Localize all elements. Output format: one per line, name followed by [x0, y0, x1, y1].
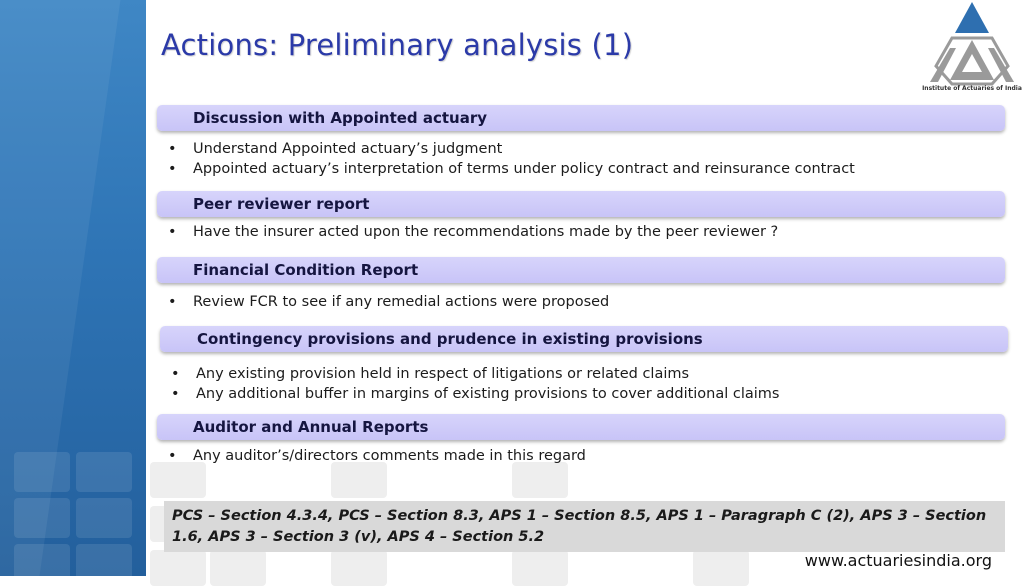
band-tile — [76, 452, 132, 492]
band-tile — [76, 498, 132, 538]
bullet-item — [168, 446, 586, 466]
footer-website-link[interactable]: www.actuariesindia.org — [804, 551, 992, 570]
section-heading-peer-reviewer: Peer reviewer report — [157, 191, 1005, 217]
bullet-item — [171, 364, 780, 384]
bullet-dot: • — [168, 294, 177, 310]
bullet-text: Any existing provision held in respect of litigations or related claims — [196, 366, 690, 382]
left-decorative-band — [0, 0, 146, 576]
background-tile — [331, 550, 387, 586]
background-tile — [331, 462, 387, 498]
section-heading-financial-condition: Financial Condition Report — [157, 257, 1005, 283]
bullet-item — [168, 292, 609, 312]
bullet-item — [168, 159, 855, 179]
bullet-dot: • — [171, 366, 180, 382]
bullet-dot: • — [171, 386, 180, 402]
background-tile — [150, 462, 206, 498]
bullet-item — [171, 384, 780, 404]
bullet-list-contingency-provisions — [171, 364, 780, 404]
bullet-list-appointed-actuary — [168, 139, 855, 179]
references-box: PCS – Section 4.3.4, PCS – Section 8.3, APS 1 – Section 8.5, APS 1 – Paragraph C (2), APS 3 – Section 1.6, APS 3 – Section 3 (v), APS 4 – Section 5.2 — [164, 501, 1005, 552]
background-tile — [150, 550, 206, 586]
bullet-list-auditor-reports — [168, 446, 586, 466]
bullet-list-peer-reviewer — [168, 222, 778, 242]
bullet-text: Any additional buffer in margins of existing provisions to cover additional claims — [196, 386, 780, 402]
section-heading-contingency-provisions: Contingency provisions and prudence in existing provisions — [160, 326, 1008, 352]
band-tile — [14, 498, 70, 538]
institute-logo-icon — [922, 0, 1022, 96]
logo-caption: Institute of Actuaries of India — [922, 85, 1022, 92]
section-heading-auditor-reports: Auditor and Annual Reports — [157, 414, 1005, 440]
band-tile — [14, 452, 70, 492]
background-tile — [210, 550, 266, 586]
bullet-dot: • — [168, 141, 177, 157]
bullet-item — [168, 139, 855, 159]
bullet-text: Review FCR to see if any remedial actions were proposed — [193, 294, 610, 310]
bullet-text: Any auditor’s/directors comments made in this regard — [193, 448, 586, 464]
bullet-text: Understand Appointed actuary’s judgment — [193, 141, 503, 157]
bullet-item — [168, 222, 778, 242]
bullet-text: Have the insurer acted upon the recommendations made by the peer reviewer ? — [193, 224, 779, 240]
band-tile — [14, 544, 70, 576]
section-heading-appointed-actuary: Discussion with Appointed actuary — [157, 105, 1005, 131]
bullet-text: Appointed actuary’s interpretation of terms under policy contract and reinsurance contract — [193, 161, 855, 177]
bullet-dot: • — [168, 224, 177, 240]
band-tile — [76, 544, 132, 576]
bullet-list-financial-condition — [168, 292, 609, 312]
logo-top-triangle — [955, 2, 989, 33]
background-tile — [693, 550, 749, 586]
bullet-dot: • — [168, 161, 177, 177]
page-title: Actions: Preliminary analysis (1) — [161, 28, 634, 62]
background-tile — [512, 550, 568, 586]
bullet-dot: • — [168, 448, 177, 464]
background-tile — [512, 462, 568, 498]
